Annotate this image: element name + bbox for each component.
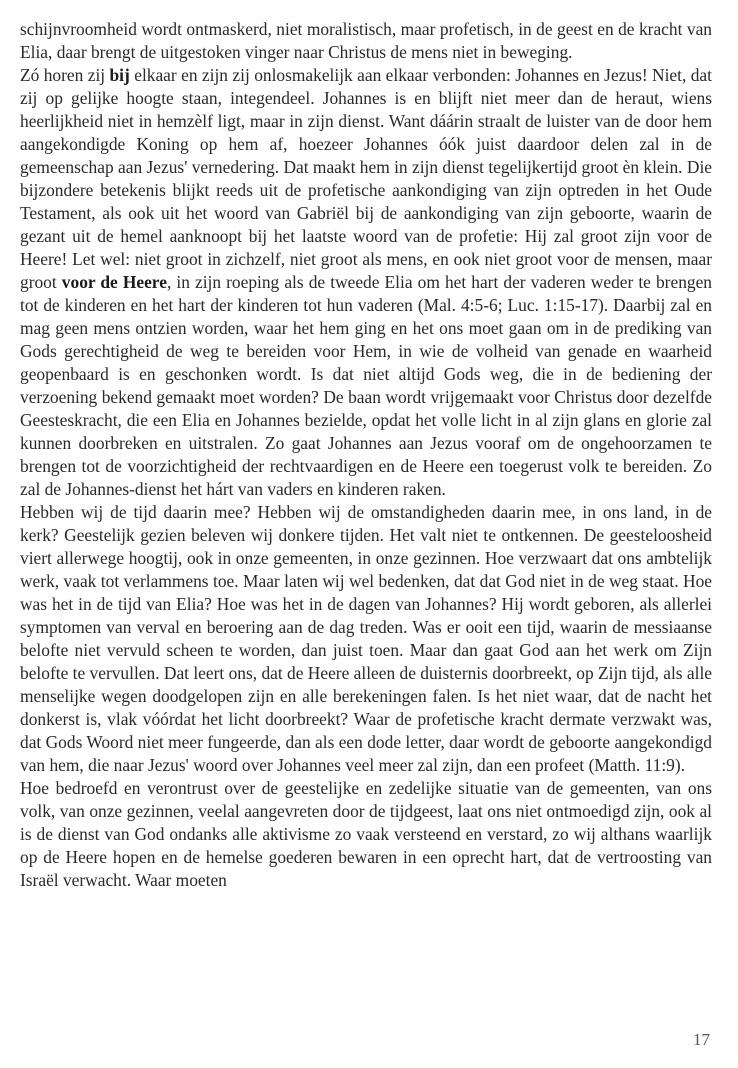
paragraph-1: [20, 18, 712, 64]
paragraph-1-text: schijnvroomheid wordt ontmaskerd, niet moralistisch, maar profetisch, in de geest en de kracht van Elia, daar brengt de uitgestoken vinger naar Christus de mens niet in beweging.: [20, 19, 712, 62]
emphasis-bij: bij: [109, 65, 130, 85]
paragraph-4-text: Hoe bedroefd en verontrust over de geestelijke en zedelijke situatie van de gemeenten, van ons volk, van onze gezinnen, veelal aangevreten door de tijdgeest, laat ons niet ontmoedigd zijn, ook al is de dienst van God ondanks alle aktivisme zo vaak versteend en verstard, zo wij althans waarlijk op de Heere hopen en de hemelse goederen bewaren in een oprecht hart, dat de vertroosting van Israël verwacht. Waar moeten: [20, 778, 712, 890]
paragraph-3: [20, 501, 712, 777]
body-text: [20, 18, 712, 892]
paragraph-2-text-c: , in zijn roeping als de tweede Elia om het hart der vaderen weder te brengen tot de kinderen en het hart der kinderen tot hun vaderen (Mal. 4:5-6; Luc. 1:15-17). Daarbij zal en mag geen mens ontzien worden, waar het hem ging en het ons moet gaan om in de prediking van Gods gerechtigheid de weg te bereiden voor Hem, in wie de volheid van genade en waarheid geopenbaard is en geschonken wordt. Is dat niet altijd Gods weg, die in de bediening der verzoening bekend gemaakt moet worden? De baan wordt vrijgemaakt voor Christus door dezelfde Geesteskracht, die een Elia en Johannes bezielde, opdat het volle licht in al zijn glans en glorie zal kunnen doorbreken en uitstralen. Zo gaat Johannes aan Jezus vooraf om de ongehoorzamen te brengen tot de voorzichtigheid der rechtvaardigen en de Heere een toegerust volk te bereiden. Zo zal de Johannes-dienst het hárt van vaders en kinderen raken.: [20, 272, 712, 499]
paragraph-4: [20, 777, 712, 892]
paragraph-3-text: Hebben wij de tijd daarin mee? Hebben wij de omstandigheden daarin mee, in ons land, in de kerk? Geestelijk gezien beleven wij donkere tijden. Het valt niet te ontkennen. De geesteloosheid viert allerwege hoogtij, ook in onze gemeenten, in onze gezinnen. Hoe verzwaart dat ons ambtelijk werk, vaak tot verlammens toe. Maar laten wij wel bedenken, dat dat God niet in de weg staat. Hoe was het in de tijd van Elia? Hoe was het in de dagen van Johannes? Hij wordt geboren, als allerlei symptomen van verval en beroering aan de dag treden. Was er ooit een tijd, waarin de messiaanse belofte niet vervuld scheen te worden, dan juist toen. Maar dan gaat God aan het werk om Zijn belofte te vervullen. Dat leert ons, dat de Heere alleen de duisternis doorbreekt, op Zijn tijd, als alle menselijke wegen doodgelopen zijn en alle berekeningen falen. Is het niet waar, dat de nacht het donkerst is, vlak vóórdat het licht doorbreekt? Waar de profetische kracht dermate verzwakt was, dat Gods Woord niet meer fungeerde, dan als een dode letter, daar wordt de geboorte aangekondigd van hem, die naar Jezus' woord over Johannes veel meer zal zijn, dan een profeet (Matth. 11:9).: [20, 502, 712, 775]
emphasis-voor-de-heere: voor de Heere: [61, 272, 167, 292]
paragraph-2-text-b: elkaar en zijn zij onlosmakelijk aan elkaar verbonden: Johannes en Jezus! Niet, dat zij op gelijke hoogte staan, integendeel. Johannes is en blijft niet meer dan de heraut, wiens heerlijkheid niet in hemzèlf ligt, maar in zijn dienst. Want dáárin straalt de luister van de door hem aangekondigde Koning op hem af, hoezeer Johannes óók juist daardoor delen zal in de gemeenschap aan Jezus' vernedering. Dat maakt hem in zijn dienst tegelijkertijd groot èn klein. Die bijzondere betekenis blijkt reeds uit de profetische aankondiging van zijn optreden in het Oude Testament, als ook uit het woord van Gabriël bij de aankondiging van zijn geboorte, waarin de gezant uit de hemel aanknoopt bij het laatste woord van de profetie: Hij zal groot zijn voor de Heere! Let wel: niet groot in zichzelf, niet groot als mens, en ook niet groot voor de mensen, maar groot: [20, 65, 712, 292]
paragraph-2: [20, 64, 712, 501]
paragraph-2-text-a: Zó horen zij: [20, 65, 110, 85]
page-number: 17: [693, 1030, 710, 1049]
